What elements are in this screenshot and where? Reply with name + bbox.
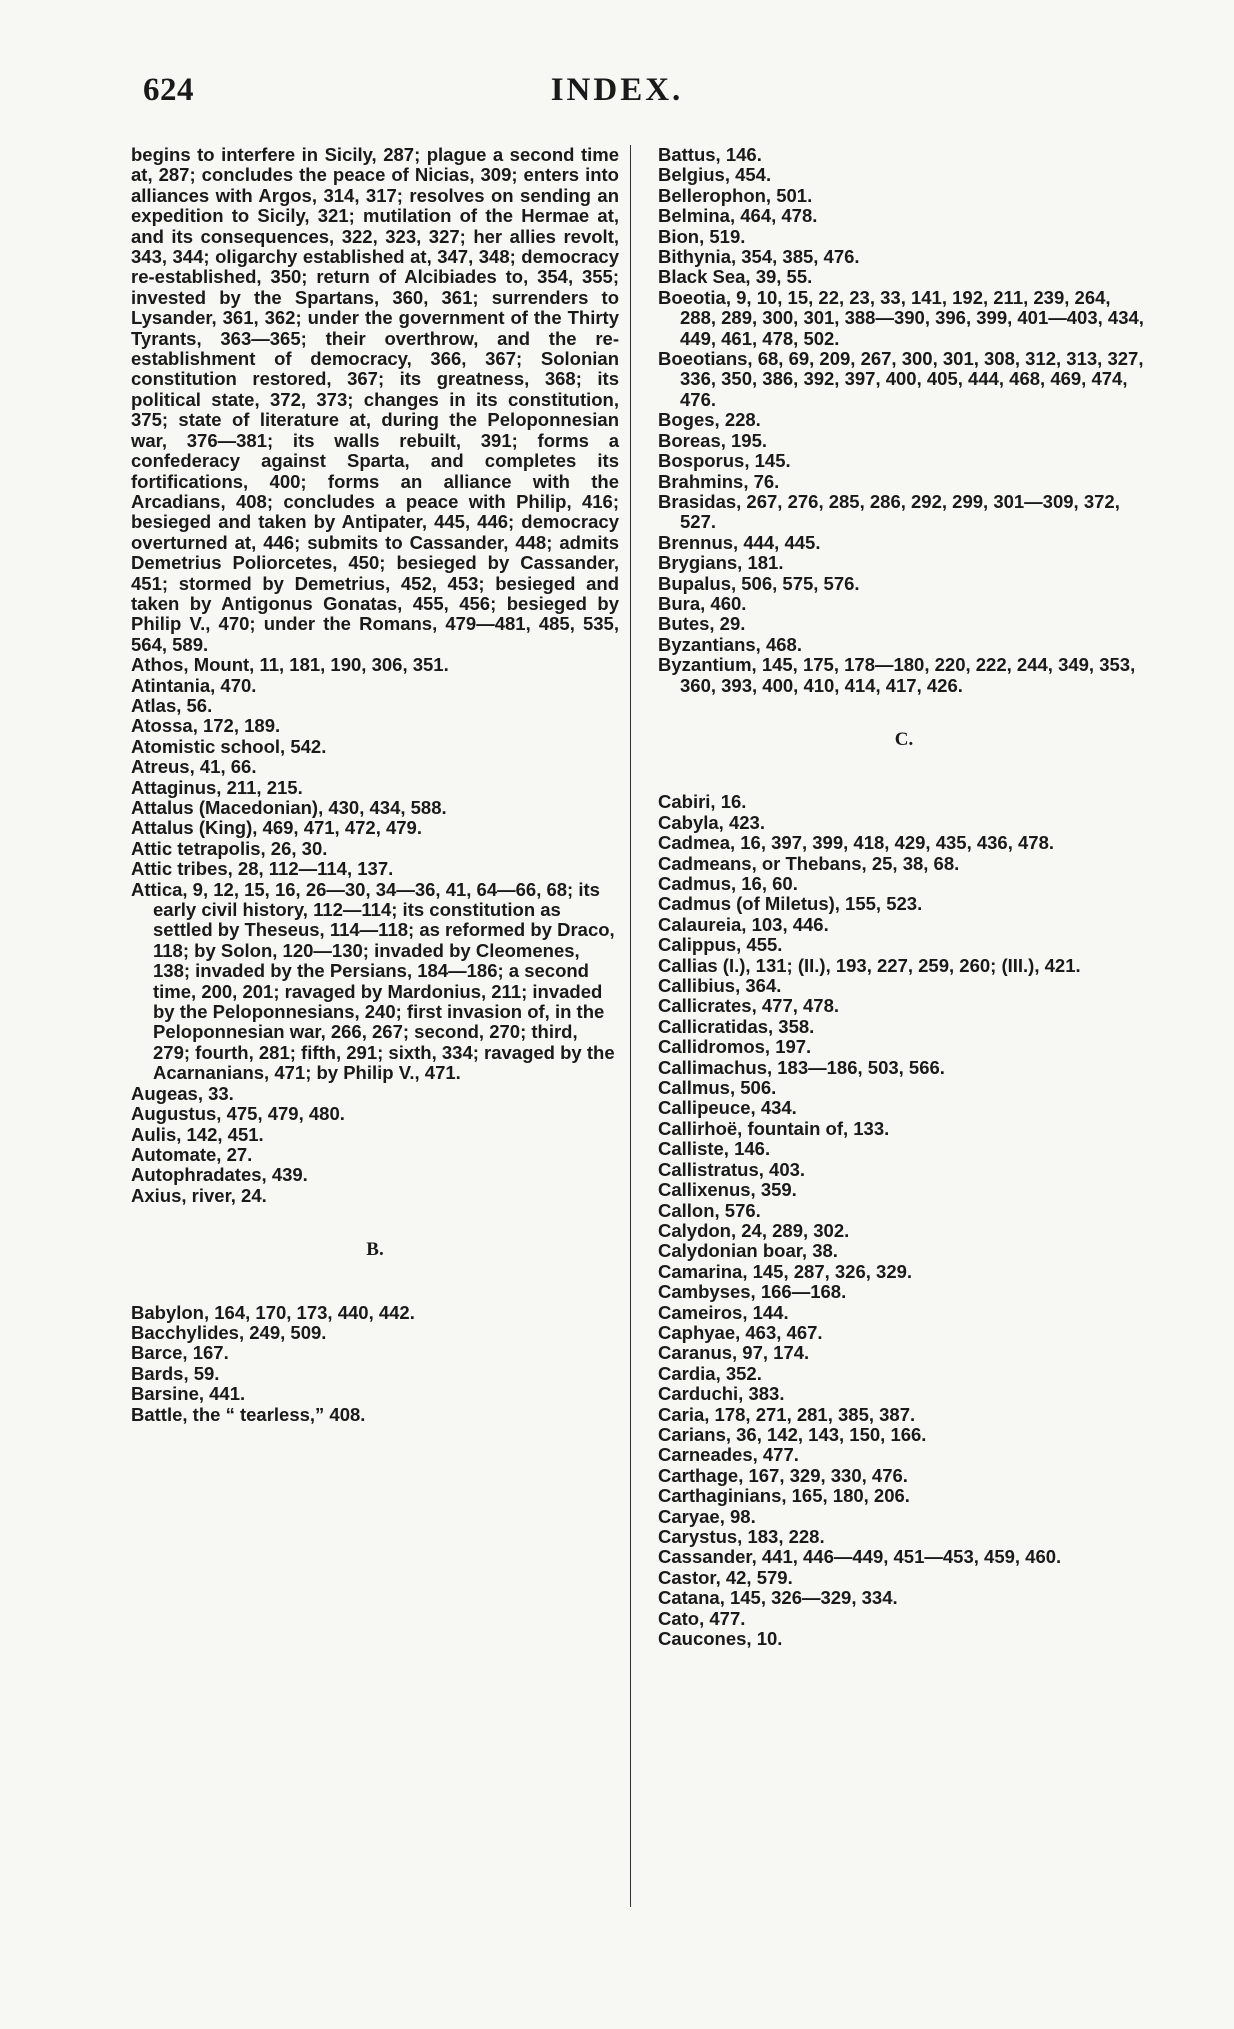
index-entry: Black Sea, 39, 55.	[658, 266, 813, 288]
index-entry: Brahmins, 76.	[658, 470, 780, 492]
section-heading-b: B.	[366, 1239, 384, 1261]
index-entry: Callipeuce, 434.	[658, 1097, 797, 1119]
index-entry: Byzantium, 145, 175, 178—180, 220, 222, 244, 349, 353, 360, 393, 400, 410, 414, 417, 426.	[658, 654, 1136, 696]
index-entry: Cadmea, 16, 397, 399, 418, 429, 435, 436, 478.	[658, 832, 1054, 854]
index-entry: Bion, 519.	[658, 225, 746, 247]
index-entry: Callidromos, 197.	[658, 1036, 812, 1058]
index-entry: Bards, 59.	[131, 1362, 220, 1384]
index-entry: Callirhoë, fountain of, 133.	[658, 1117, 890, 1139]
index-entry: Catana, 145, 326—329, 334.	[658, 1587, 898, 1609]
left-entry-list	[131, 655, 619, 1206]
index-entry: Caphyae, 463, 467.	[658, 1321, 823, 1343]
running-head: INDEX.	[550, 72, 684, 108]
index-entry: Attic tetrapolis, 26, 30.	[131, 837, 328, 859]
index-entry: Calaureia, 103, 446.	[658, 913, 829, 935]
index-entry: Aulis, 142, 451.	[131, 1123, 264, 1145]
index-entry: Carthaginians, 165, 180, 206.	[658, 1485, 910, 1507]
index-entry: Boreas, 195.	[658, 429, 768, 451]
index-entry: Cabyla, 423.	[658, 811, 765, 833]
index-entry: Augeas, 33.	[131, 1082, 234, 1104]
section-b-entry-list	[131, 1303, 619, 1425]
index-entry: Callon, 576.	[658, 1199, 761, 1221]
index-entry: Caranus, 97, 174.	[658, 1342, 810, 1364]
section-heading-c: C.	[894, 728, 914, 750]
index-entry: Bithynia, 354, 385, 476.	[658, 246, 860, 268]
index-entry: Carduchi, 383.	[658, 1383, 785, 1405]
index-entry: Atlas, 56.	[131, 694, 213, 716]
index-entry: Cabiri, 16.	[658, 791, 747, 813]
index-entry: Callibius, 364.	[658, 975, 782, 997]
index-entry: Attica, 9, 12, 15, 16, 26—30, 34—36, 41, 64—66, 68; its early civil history, 112—114; its constitution as settled by Theseus, 114—118; as reformed by Draco, 118; by Solon, 120—130; invaded by Cleomenes, 138; invaded by the Persians, 184—186; a second time, 200, 201; ravaged by Mardonius, 211; invaded by the Peloponnesians, 240; first invasion of, in the Peloponnesian war, 266, 267; second, 270; third, 279; fourth, 281; fifth, 291; sixth, 334; ravaged by the Acarnanians, 471; by Philip V., 471.	[131, 878, 615, 1084]
index-entry: Bosporus, 145.	[658, 450, 791, 472]
index-entry: Brasidas, 267, 276, 285, 286, 292, 299, 301—309, 372, 527.	[658, 490, 1120, 533]
index-entry: Athos, Mount, 11, 181, 190, 306, 351.	[131, 654, 449, 676]
index-entry: Carneades, 477.	[658, 1444, 799, 1466]
index-entry: Attic tribes, 28, 112—114, 137.	[131, 858, 394, 880]
index-entry: Caria, 178, 271, 281, 385, 387.	[658, 1403, 916, 1425]
index-entry: Attalus (King), 469, 471, 472, 479.	[131, 817, 422, 839]
index-entry: Automate, 27.	[131, 1143, 253, 1165]
index-entry: Cato, 477.	[658, 1607, 746, 1629]
index-entry: Axius, river, 24.	[131, 1184, 267, 1206]
index-entry: Cambyses, 166—168.	[658, 1281, 847, 1303]
index-entry: Boeotia, 9, 10, 15, 22, 23, 33, 141, 192, 211, 239, 264, 288, 289, 300, 301, 388—390, 396, 399, 401—403, 434, 449, 461, 478, 502.	[658, 286, 1144, 349]
index-entry: Carystus, 183, 228.	[658, 1526, 825, 1547]
index-entry: Atintania, 470.	[131, 674, 257, 696]
index-entry: Carthage, 167, 329, 330, 476.	[658, 1464, 908, 1486]
index-entry: Brennus, 444, 445.	[658, 531, 821, 553]
index-entry: Boeotians, 68, 69, 209, 267, 300, 301, 308, 312, 313, 327, 336, 350, 386, 392, 397, 400, 405, 444, 468, 469, 474, 476.	[658, 348, 1144, 410]
index-entry: Byzantians, 468.	[658, 633, 802, 655]
index-entry: Calippus, 455.	[658, 934, 783, 956]
athens-entry-continuation: begins to interfere in Sicily, 287; plague a second time at, 287; concludes the peace of Nicias, 309; enters into alliances with Argos, 314, 317; resolves on sending an expedition to Sicily, 321; mutilation of the Hermae at, and its consequences, 322, 323, 327; her allies revolt, 343, 344; oligarchy established at, 347, 348; democracy re-established, 350; return of Alcibiades to, 354, 355; invested by the Spartans, 360, 361; surrenders to Lysander, 361, 362; under the government of the Thirty Tyrants, 363—365; their overthrow, and the re-establishment of democracy, 366, 367; Solonian constitution restored, 367; its greatness, 368; its political state, 372, 373; changes in its constitution, 375; state of literature at, during the Peloponnesian war, 376—381; its walls rebuilt, 391; forms a confederacy against Sparta, and completes its fortifications, 400; forms an alliance with the Arcadians, 408; concludes a peace with Philip, 416; besieged and taken by Antipater, 445, 446; democracy overturned at, 446; submits to Cassander, 448; admits Demetrius Poliorcetes, 450; besieged by Cassander, 451; stormed by Demetrius, 452, 453; besieged and taken by Antigonus Gonatas, 455, 456; besieged by Philip V., 470; under the Romans, 479—481, 485, 535, 564, 589.	[131, 144, 619, 655]
right-column	[658, 145, 1150, 1649]
index-entry: Cadmus, 16, 60.	[658, 873, 798, 894]
index-entry: Bupalus, 506, 575, 576.	[658, 572, 860, 594]
index-entry: Boges, 228.	[658, 409, 761, 431]
index-entry: Atreus, 41, 66.	[131, 756, 257, 778]
index-entry: Callicrates, 477, 478.	[658, 995, 840, 1017]
index-entry: Callias (I.), 131; (II.), 193, 227, 259, 260; (III.), 421.	[658, 954, 1081, 976]
index-entry: Augustus, 475, 479, 480.	[131, 1103, 345, 1125]
index-entry: Camarina, 145, 287, 326, 329.	[658, 1260, 913, 1282]
index-entry: Calliste, 146.	[658, 1138, 771, 1160]
index-entry: Caryae, 98.	[658, 1505, 756, 1527]
index-entry: Belgius, 454.	[658, 164, 772, 186]
index-entry: Callmus, 506.	[658, 1077, 777, 1099]
index-entry: Callixenus, 359.	[658, 1179, 797, 1201]
column-divider	[630, 145, 631, 1907]
index-entry: Castor, 42, 579.	[658, 1566, 793, 1588]
index-entry: Bellerophon, 501.	[658, 184, 813, 206]
index-entry: Belmina, 464, 478.	[658, 205, 818, 227]
index-entry: Callistratus, 403.	[658, 1158, 806, 1180]
index-entry: Autophradates, 439.	[131, 1164, 308, 1186]
index-entry: Butes, 29.	[658, 613, 746, 635]
index-entry: Cardia, 352.	[658, 1362, 762, 1384]
index-entry: Brygians, 181.	[658, 552, 784, 574]
index-entry: Bacchylides, 249, 509.	[131, 1321, 327, 1343]
index-entry: Atomistic school, 542.	[131, 735, 327, 757]
index-entry: Barce, 167.	[131, 1342, 229, 1364]
index-entry: Babylon, 164, 170, 173, 440, 442.	[131, 1301, 415, 1323]
left-column	[131, 145, 619, 1425]
index-entry: Battle, the “ tearless,” 408.	[131, 1403, 366, 1425]
section-c-entry-list	[658, 792, 1150, 1649]
index-entry: Battus, 146.	[658, 144, 762, 165]
index-entry: Attaginus, 211, 215.	[131, 776, 303, 798]
index-entry: Carians, 36, 142, 143, 150, 166.	[658, 1423, 927, 1445]
index-entry: Barsine, 441.	[131, 1383, 246, 1405]
index-entry: Callimachus, 183—186, 503, 566.	[658, 1056, 945, 1078]
index-entry: Atossa, 172, 189.	[131, 715, 281, 737]
page-number: 624	[143, 72, 194, 108]
index-entry: Calydon, 24, 289, 302.	[658, 1219, 850, 1241]
index-entry: Attalus (Macedonian), 430, 434, 588.	[131, 797, 447, 818]
index-entry: Cadmeans, or Thebans, 25, 38, 68.	[658, 852, 960, 874]
index-entry: Cassander, 441, 446—449, 451—453, 459, 460.	[658, 1546, 1062, 1568]
index-entry: Cadmus (of Miletus), 155, 523.	[658, 893, 923, 915]
index-entry: Caucones, 10.	[658, 1628, 783, 1650]
index-entry: Calydonian boar, 38.	[658, 1240, 838, 1262]
page-header	[0, 72, 1234, 112]
index-entry: Cameiros, 144.	[658, 1301, 789, 1323]
right-entry-list	[658, 145, 1150, 696]
index-entry: Bura, 460.	[658, 592, 747, 614]
index-entry: Callicratidas, 358.	[658, 1015, 815, 1037]
